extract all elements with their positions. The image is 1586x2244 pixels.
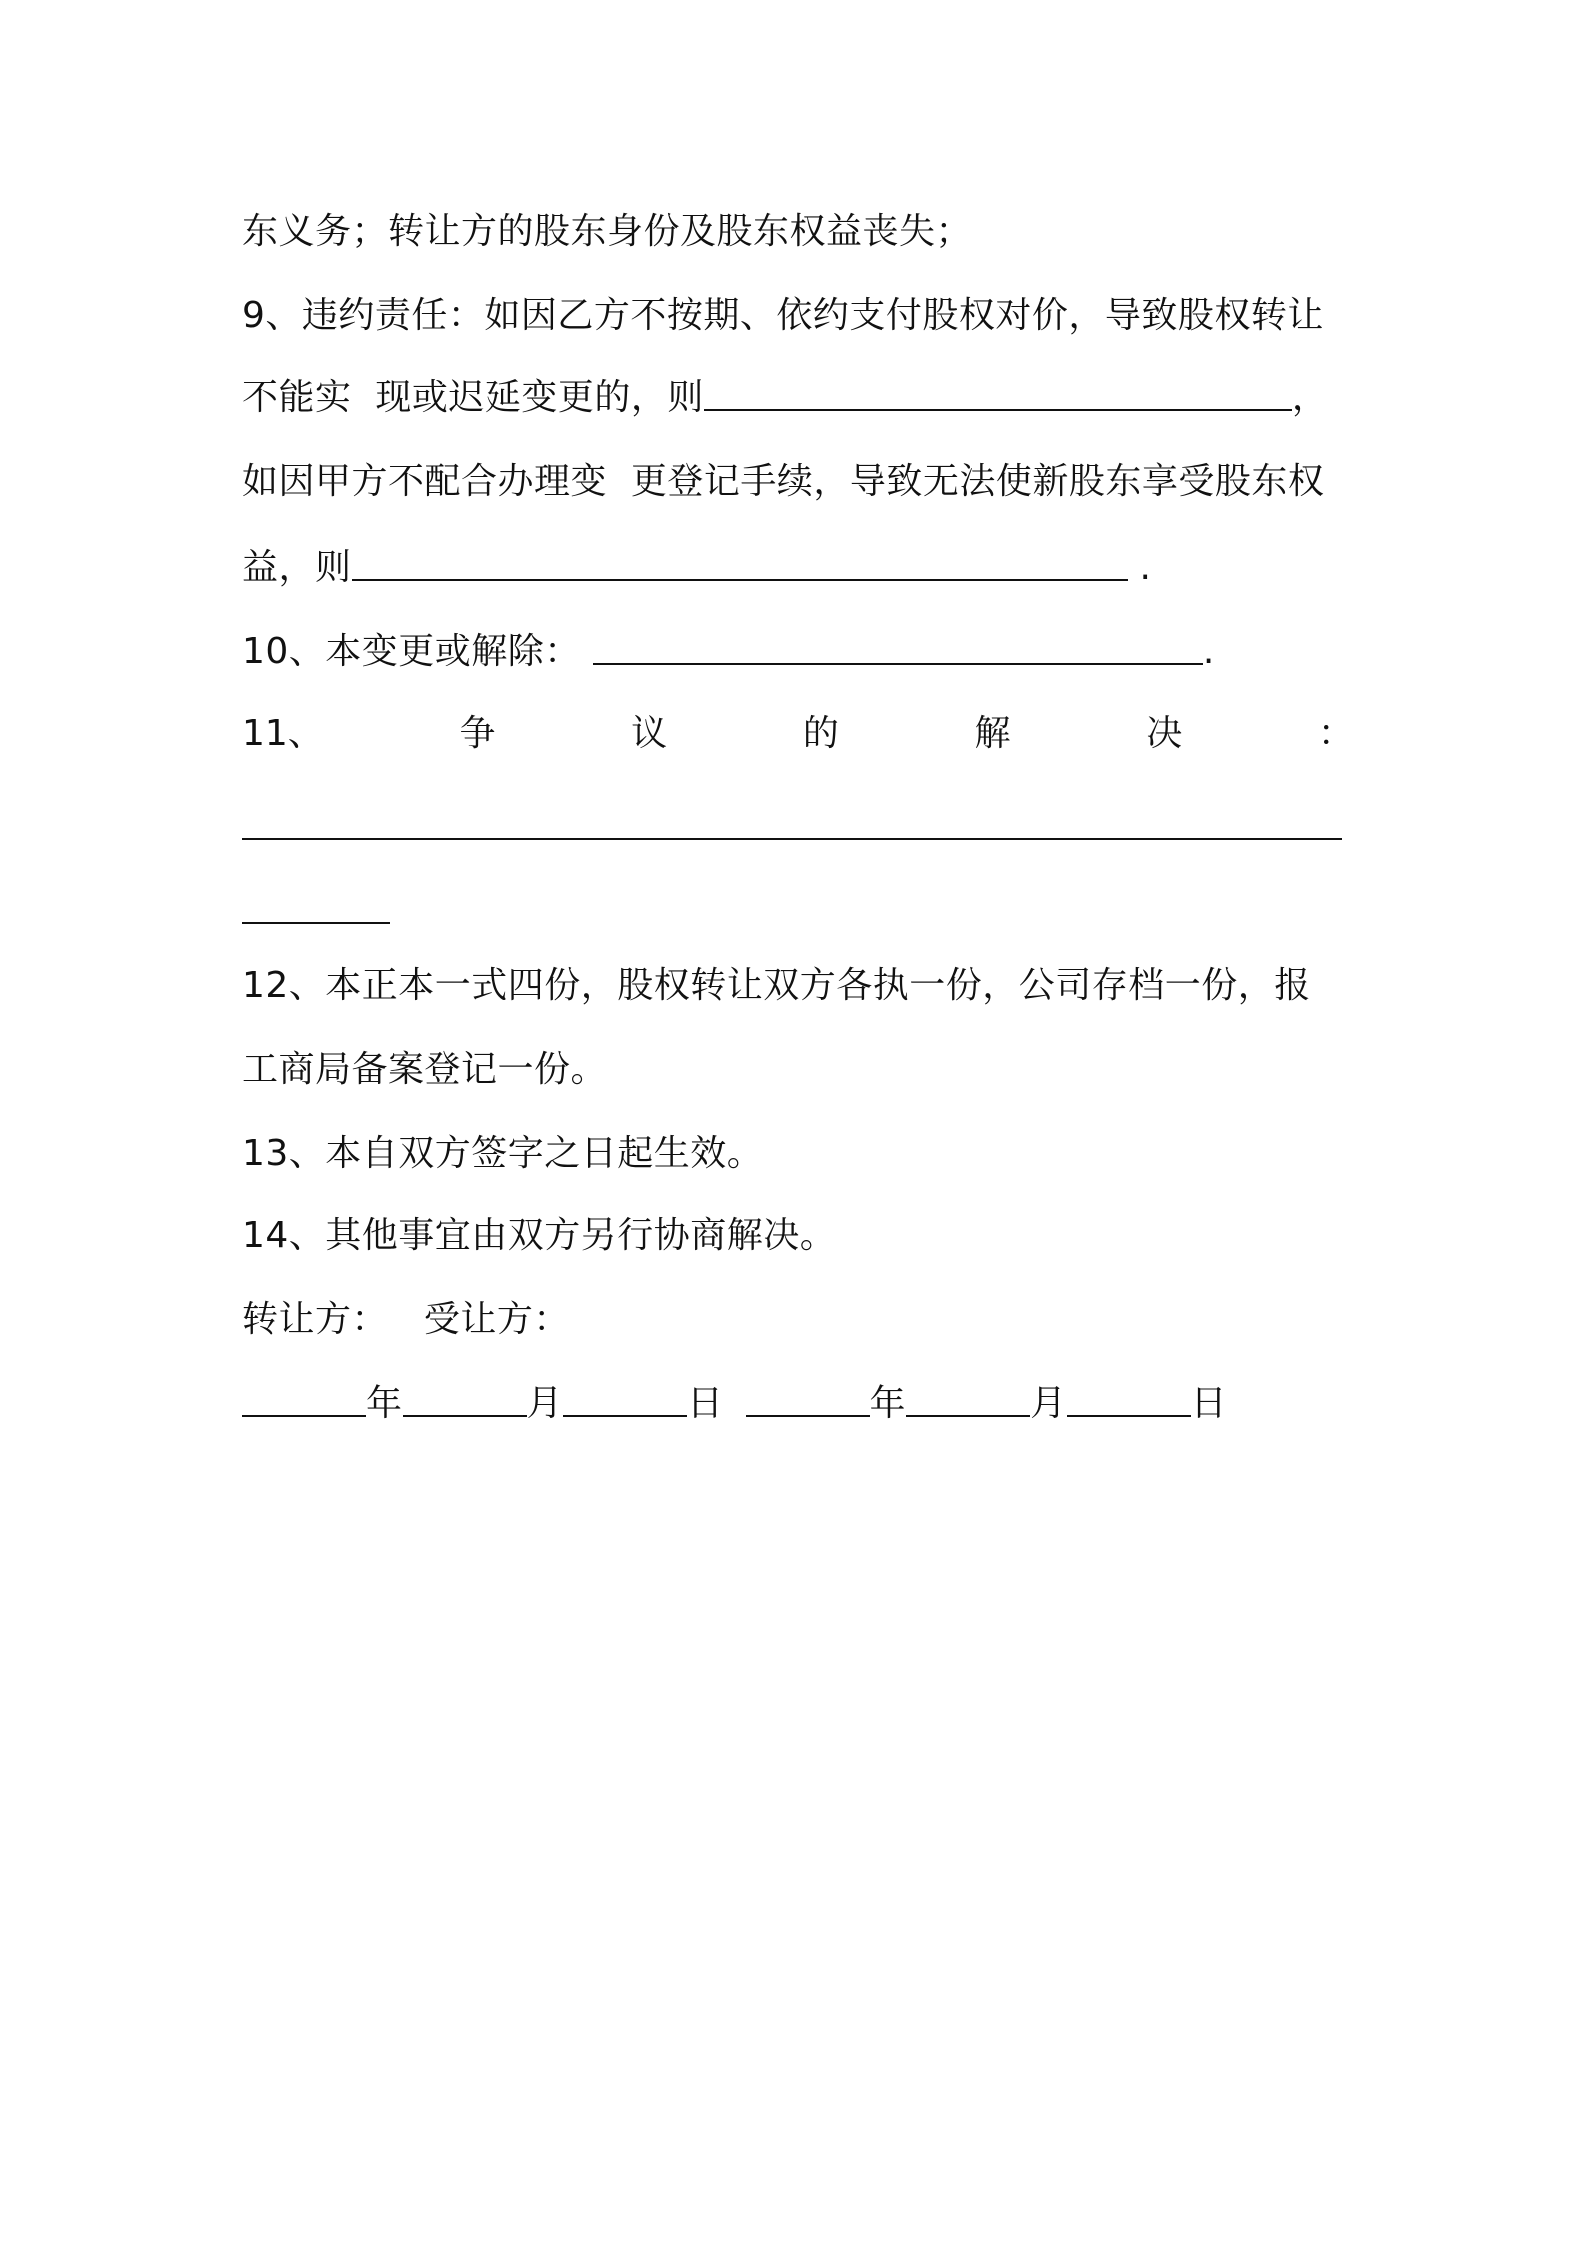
clause-9-line-3: 如因甲方不配合办理变 更登记手续，导致无法使新股东享受股东权 bbox=[242, 461, 1325, 502]
fill-blank-line bbox=[242, 838, 1342, 840]
clause-11-part: ： bbox=[1317, 713, 1354, 754]
clause-9-line-2-text: 不能实 现或迟延变更的，则 bbox=[242, 377, 704, 418]
clause-11-part: 决 bbox=[1146, 713, 1183, 754]
date-month-label: 月 bbox=[526, 1383, 564, 1424]
clause-11-heading bbox=[242, 708, 1354, 760]
date-blank bbox=[563, 1379, 687, 1417]
clause-11-part: 争 bbox=[459, 713, 496, 754]
clause-9-line-4 bbox=[242, 542, 1362, 594]
clause-13: 13、本自双方签字之日起生效。 bbox=[242, 1133, 764, 1174]
fill-blank-line bbox=[242, 922, 390, 924]
date-year-label: 年 bbox=[366, 1383, 403, 1424]
clause-9-line-2 bbox=[242, 372, 1362, 424]
fill-blank-line bbox=[593, 627, 1203, 665]
clause-9-line-4-text: 益，则 bbox=[242, 547, 352, 588]
clause-9-line-1: 9、违约责任：如因乙方不按期、依约支付股权对价，导致股权转让 bbox=[242, 295, 1324, 336]
clause-10-text: 10、本变更或解除： bbox=[242, 631, 581, 672]
clause-12-line-2: 工商局备案登记一份。 bbox=[242, 1049, 608, 1090]
clause-9-line-2-comma: ， bbox=[1291, 377, 1329, 418]
clause-10 bbox=[242, 626, 1362, 678]
clause-10-period: . bbox=[1202, 631, 1215, 672]
clause-11-part: 的 bbox=[802, 713, 839, 754]
date-blank bbox=[746, 1379, 870, 1417]
date-day-label: 日 bbox=[687, 1383, 724, 1424]
clause-9-line-4-period: . bbox=[1127, 547, 1152, 588]
date-blank bbox=[242, 1379, 366, 1417]
date-blank bbox=[906, 1379, 1030, 1417]
fill-blank-line bbox=[352, 543, 1128, 581]
date-blank bbox=[403, 1379, 527, 1417]
date-blank bbox=[1067, 1379, 1191, 1417]
fill-blank-line bbox=[704, 373, 1292, 411]
clause-11-part: 议 bbox=[631, 713, 668, 754]
date-year-label: 年 bbox=[869, 1383, 907, 1424]
clause-12-line-1: 12、本正本一式四份，股权转让双方各执一份，公司存档一份，报 bbox=[242, 965, 1311, 1006]
clause-14: 14、其他事宜由双方另行协商解决。 bbox=[242, 1215, 837, 1256]
clause-8-continuation: 东义务；转让方的股东身份及股东权益丧失； bbox=[242, 211, 973, 252]
date-month-label: 月 bbox=[1030, 1383, 1067, 1424]
signature-date-row bbox=[242, 1378, 1362, 1430]
date-day-label: 日 bbox=[1190, 1383, 1228, 1424]
signature-labels: 转让方： 受让方： bbox=[242, 1299, 570, 1340]
clause-11-part: 11、 bbox=[242, 713, 324, 754]
clause-11-part: 解 bbox=[974, 713, 1011, 754]
